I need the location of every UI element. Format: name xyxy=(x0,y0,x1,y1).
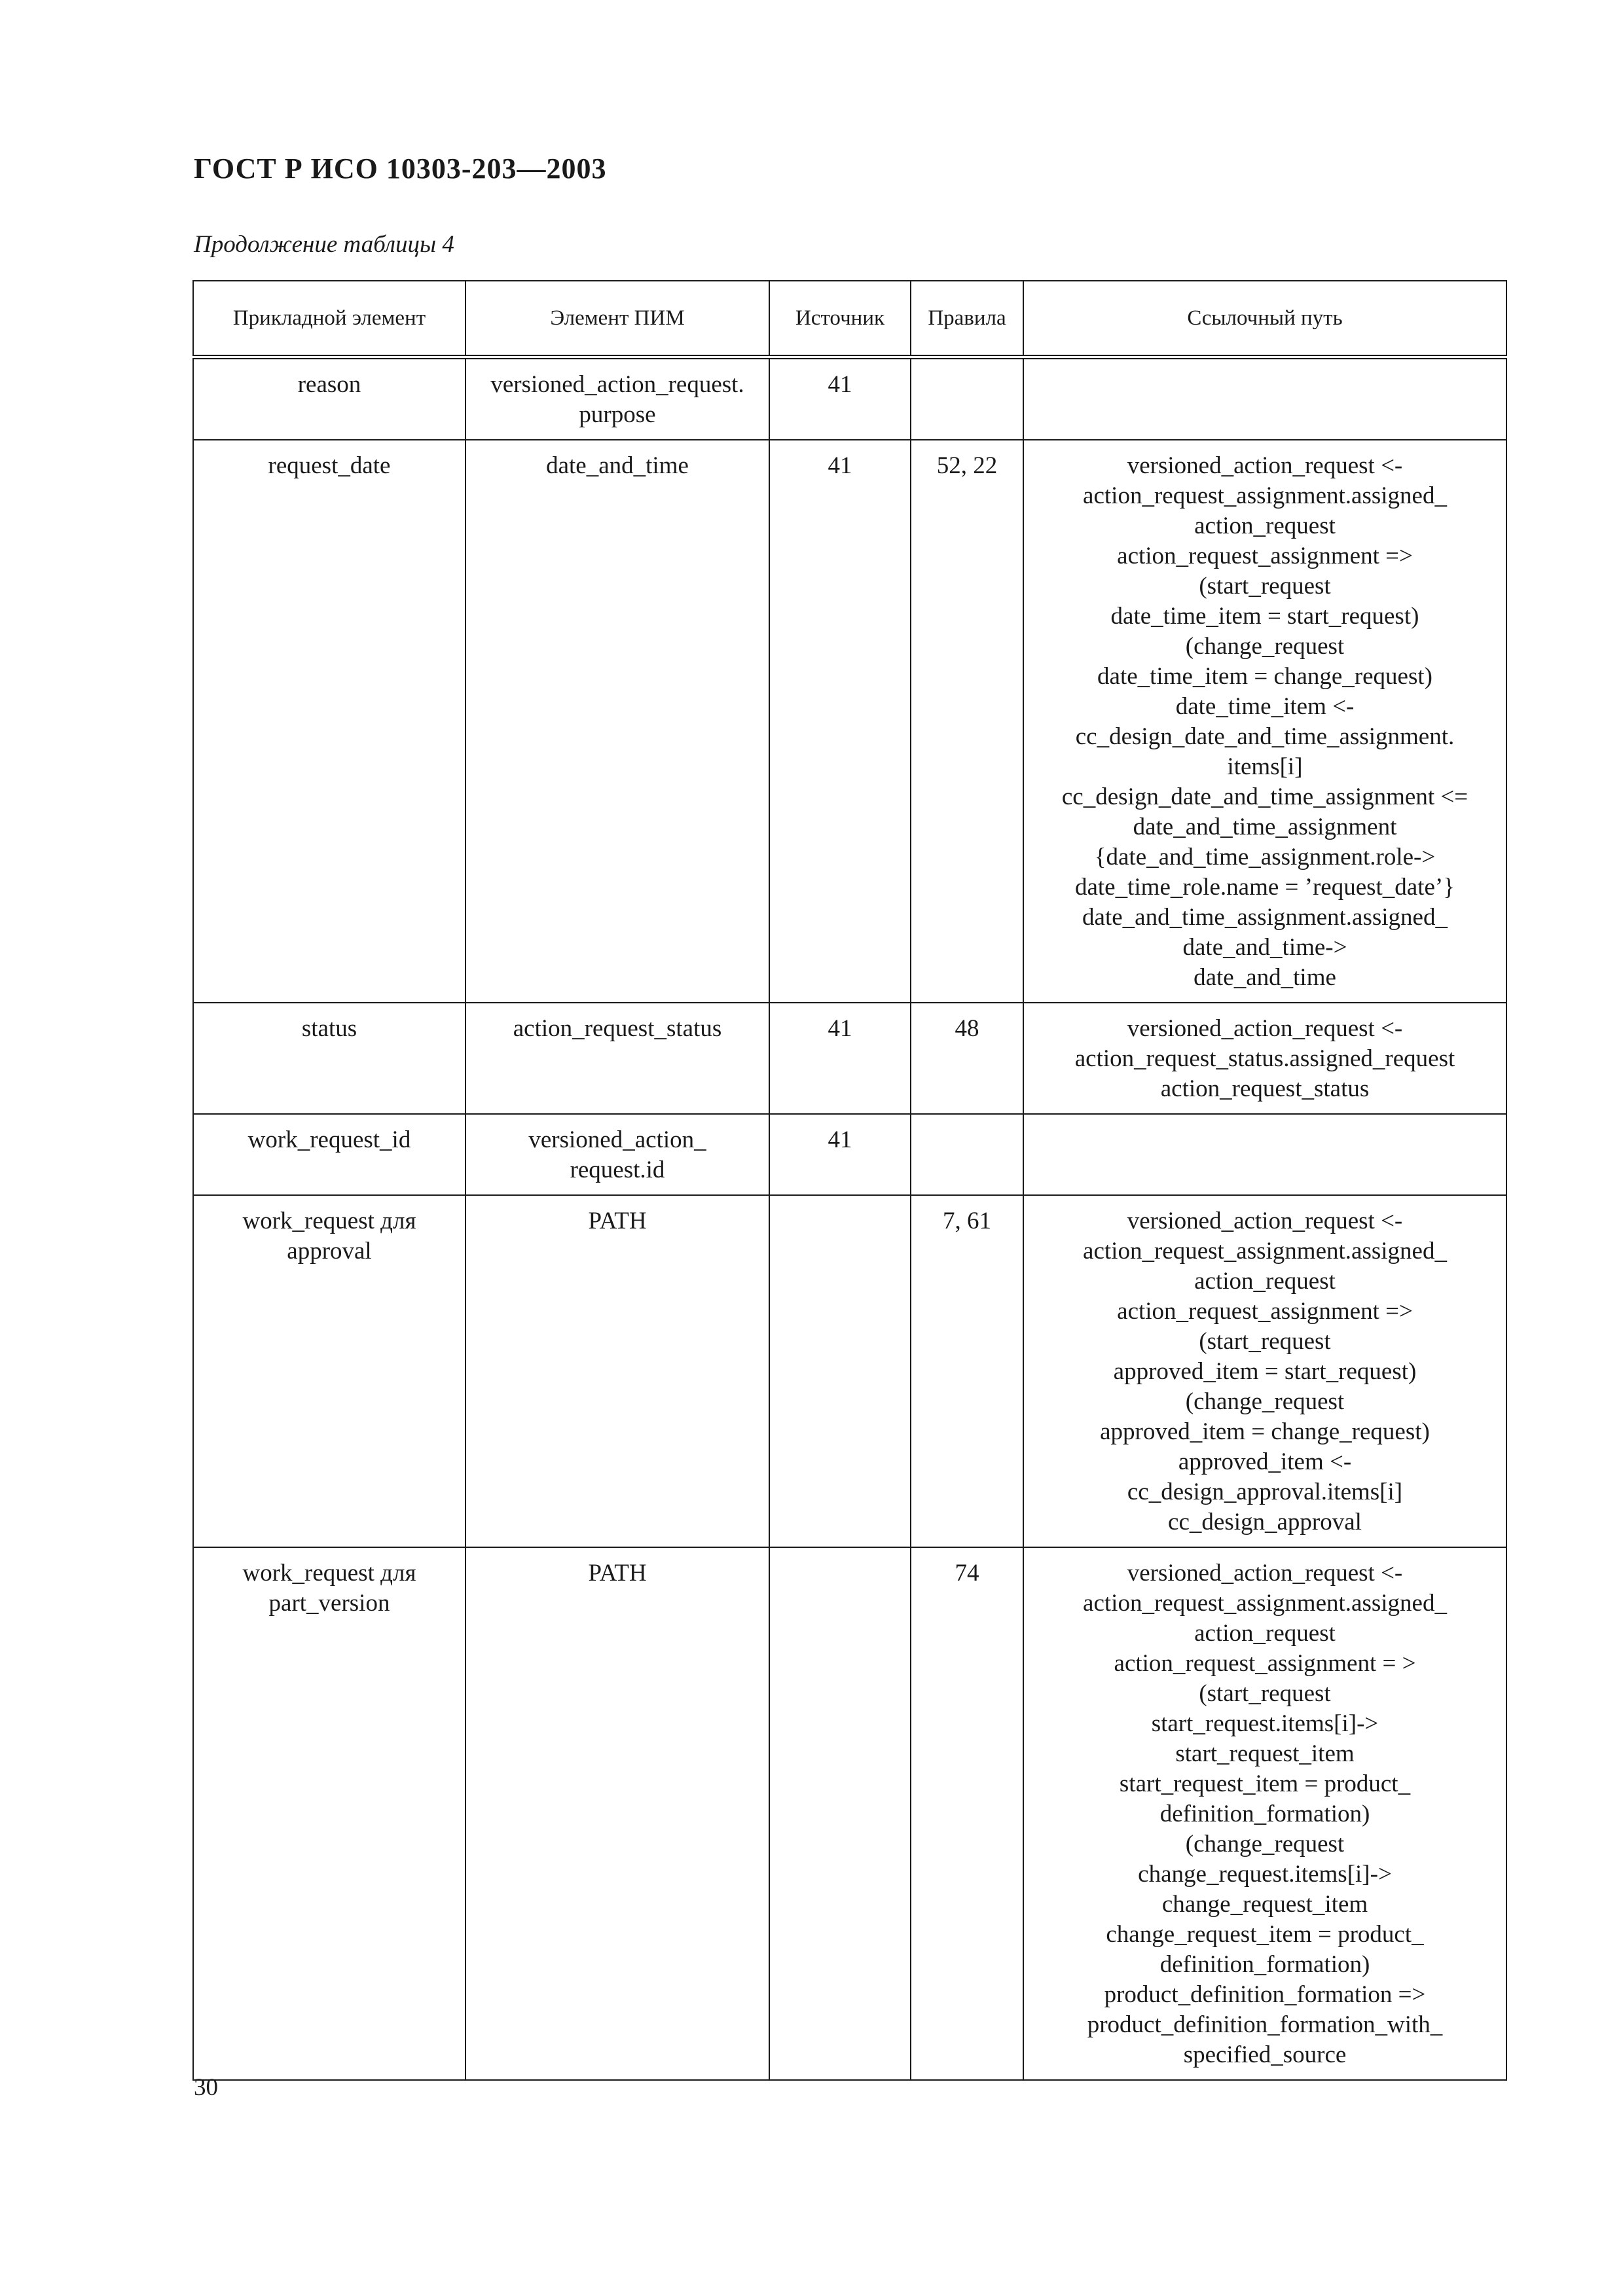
cell-reference-path xyxy=(1023,1003,1506,1114)
cell-line: action_request_assignment => xyxy=(1117,1298,1413,1325)
cell-line: date_and_time xyxy=(546,452,689,479)
cell-app-element xyxy=(193,440,465,1003)
cell-line: cc_design_date_and_time_assignment. xyxy=(1075,723,1455,750)
column-header-source: Источник xyxy=(769,281,911,357)
cell-source: 41 xyxy=(769,357,911,440)
cell-app-element xyxy=(193,357,465,440)
cell-line: action_request_assignment.assigned_ xyxy=(1083,482,1447,509)
page-number: 30 xyxy=(194,2074,218,2101)
cell-line: start_request.items[i]-> xyxy=(1151,1710,1379,1737)
cell-reference-path xyxy=(1023,357,1506,440)
cell-line: approved_item = change_request) xyxy=(1100,1418,1430,1445)
cell-line: date_and_time-> xyxy=(1182,934,1347,961)
table-body xyxy=(193,357,1506,2081)
cell-aim-element xyxy=(465,1547,769,2080)
cell-line: date_time_item <- xyxy=(1175,693,1355,720)
table-row xyxy=(193,1114,1506,1195)
cell-app-element xyxy=(193,1195,465,1547)
cell-line: action_request_assignment.assigned_ xyxy=(1083,1590,1447,1617)
cell-reference-path xyxy=(1023,1195,1506,1547)
cell-line: work_request для xyxy=(242,1560,416,1587)
cell-line: (start_request xyxy=(1199,573,1331,600)
cell-line: action_request_assignment => xyxy=(1117,543,1413,569)
cell-line: (change_request xyxy=(1185,1388,1345,1415)
table-header xyxy=(193,281,1506,357)
cell-line: definition_formation) xyxy=(1159,1951,1370,1978)
cell-line: cc_design_approval xyxy=(1168,1509,1362,1535)
cell-line: date_time_item = start_request) xyxy=(1110,603,1419,630)
cell-app-element xyxy=(193,1547,465,2080)
mapping-table xyxy=(192,280,1507,2081)
column-header-reference-path: Ссылочный путь xyxy=(1023,281,1506,357)
cell-line: action_request_status xyxy=(1160,1075,1370,1102)
cell-line: date_and_time_assignment xyxy=(1133,814,1397,840)
cell-line: cc_design_approval.items[i] xyxy=(1127,1479,1403,1505)
cell-line: product_definition_formation_with_ xyxy=(1087,2011,1443,2038)
cell-line: start_request_item xyxy=(1175,1740,1355,1767)
column-header-aim-element: Элемент ПИМ xyxy=(465,281,769,357)
cell-rules: 7, 61 xyxy=(911,1195,1023,1547)
cell-rules: 48 xyxy=(911,1003,1023,1114)
cell-reference-path xyxy=(1023,1114,1506,1195)
cell-line: change_request_item = product_ xyxy=(1106,1921,1424,1948)
cell-app-element xyxy=(193,1114,465,1195)
cell-line: versioned_action_request. xyxy=(490,371,744,398)
cell-aim-element xyxy=(465,1195,769,1547)
table-container xyxy=(192,280,1506,2081)
cell-line: items[i] xyxy=(1227,753,1303,780)
cell-source xyxy=(769,1195,911,1547)
cell-line: specified_source xyxy=(1183,2041,1347,2068)
cell-source: 41 xyxy=(769,440,911,1003)
cell-rules: 52, 22 xyxy=(911,440,1023,1003)
table-row xyxy=(193,440,1506,1003)
cell-line: date_time_role.name = ’request_date’} xyxy=(1074,874,1455,901)
cell-aim-element xyxy=(465,1003,769,1114)
cell-line: (start_request xyxy=(1199,1328,1331,1355)
cell-line: approval xyxy=(287,1238,372,1265)
cell-line: PATH xyxy=(588,1208,647,1234)
cell-line: versioned_action_request <- xyxy=(1127,1208,1403,1234)
cell-line: start_request_item = product_ xyxy=(1119,1770,1411,1797)
cell-line: PATH xyxy=(588,1560,647,1587)
cell-line: change_request_item xyxy=(1161,1891,1368,1918)
cell-line: reason xyxy=(297,371,361,398)
cell-line: change_request.items[i]-> xyxy=(1138,1861,1392,1888)
cell-rules xyxy=(911,1114,1023,1195)
cell-source: 41 xyxy=(769,1003,911,1114)
column-header-app-element: Прикладной элемент xyxy=(193,281,465,357)
cell-aim-element xyxy=(465,440,769,1003)
cell-line: (change_request xyxy=(1185,1831,1345,1857)
cell-line: date_and_time xyxy=(1194,964,1336,991)
cell-line: action_request xyxy=(1194,512,1336,539)
table-row xyxy=(193,1003,1506,1114)
table-row xyxy=(193,1547,1506,2080)
cell-line: status xyxy=(301,1015,357,1042)
cell-line: product_definition_formation => xyxy=(1104,1981,1426,2008)
cell-line: versioned_action_request <- xyxy=(1127,1560,1403,1587)
cell-line: work_request для xyxy=(242,1208,416,1234)
cell-aim-element xyxy=(465,1114,769,1195)
cell-line: purpose xyxy=(579,401,656,428)
cell-line: action_request_status xyxy=(513,1015,722,1042)
cell-source xyxy=(769,1547,911,2080)
column-header-rules: Правила xyxy=(911,281,1023,357)
table-row xyxy=(193,357,1506,440)
cell-rules xyxy=(911,357,1023,440)
cell-line: part_version xyxy=(268,1590,390,1617)
cell-line: date_and_time_assignment.assigned_ xyxy=(1082,904,1448,931)
cell-line: cc_design_date_and_time_assignment <= xyxy=(1061,783,1468,810)
cell-line: versioned_action_request <- xyxy=(1127,1015,1403,1042)
cell-line: versioned_action_request <- xyxy=(1127,452,1403,479)
cell-line: action_request_assignment = > xyxy=(1114,1650,1416,1677)
cell-rules: 74 xyxy=(911,1547,1023,2080)
cell-line: (change_request xyxy=(1185,633,1345,660)
cell-aim-element xyxy=(465,357,769,440)
header-row xyxy=(193,281,1506,357)
cell-line: action_request xyxy=(1194,1620,1336,1647)
cell-line: versioned_action_ xyxy=(528,1126,706,1153)
cell-reference-path xyxy=(1023,1547,1506,2080)
cell-line: request.id xyxy=(570,1157,665,1183)
cell-line: work_request_id xyxy=(247,1126,411,1153)
document-header: ГОСТ Р ИСО 10303-203—2003 xyxy=(194,152,607,185)
cell-line: date_time_item = change_request) xyxy=(1097,663,1432,690)
cell-line: {date_and_time_assignment.role-> xyxy=(1094,844,1436,870)
table-row xyxy=(193,1195,1506,1547)
cell-source: 41 xyxy=(769,1114,911,1195)
cell-line: (start_request xyxy=(1199,1680,1331,1707)
cell-line: action_request xyxy=(1194,1268,1336,1295)
cell-line: approved_item = start_request) xyxy=(1113,1358,1417,1385)
cell-line: request_date xyxy=(268,452,391,479)
cell-line: action_request_assignment.assigned_ xyxy=(1083,1238,1447,1265)
cell-line: action_request_status.assigned_request xyxy=(1074,1045,1455,1072)
cell-app-element xyxy=(193,1003,465,1114)
cell-line: approved_item <- xyxy=(1178,1448,1352,1475)
table-caption: Продолжение таблицы 4 xyxy=(194,231,454,258)
cell-line: definition_formation) xyxy=(1159,1801,1370,1827)
cell-reference-path xyxy=(1023,440,1506,1003)
